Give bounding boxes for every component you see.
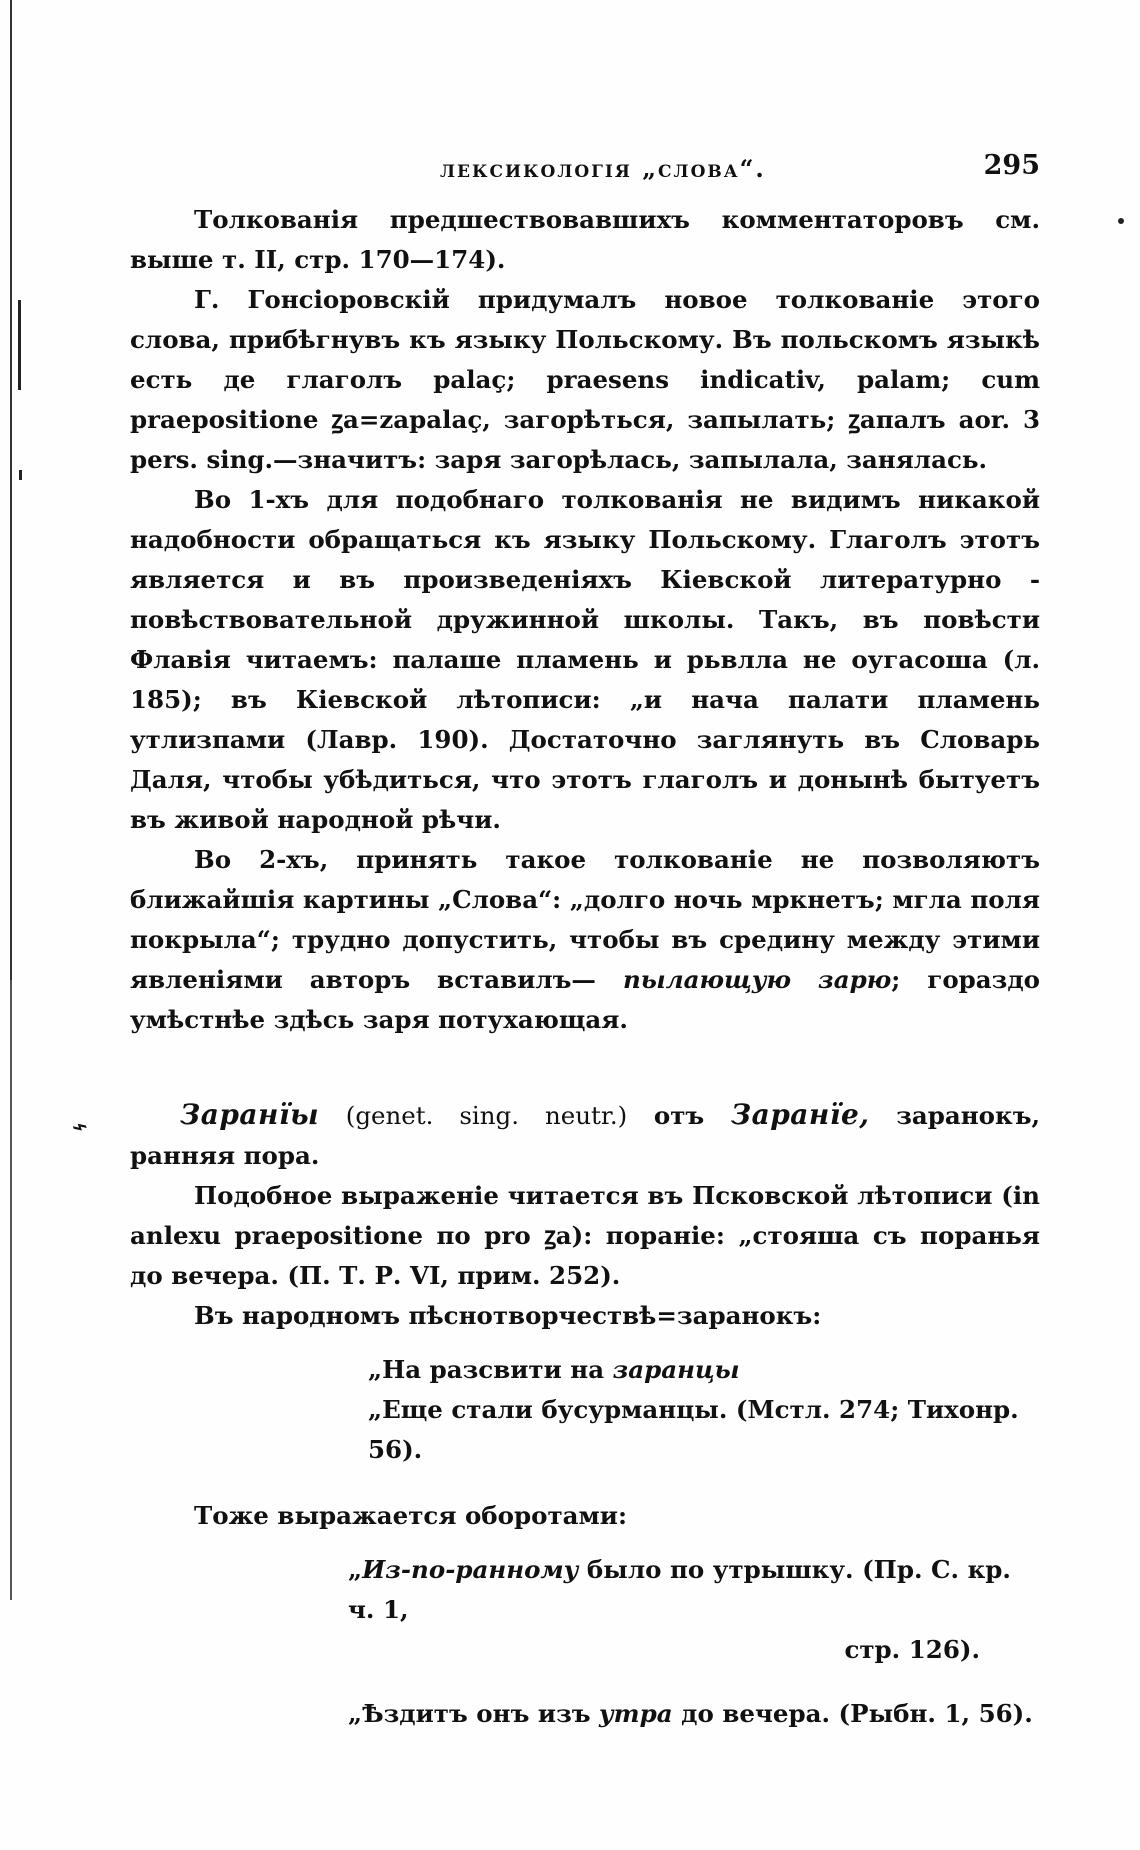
- verse-line: [368, 1350, 1040, 1390]
- verse-text: до вечера. (Рыбн. 1, 56).: [672, 1699, 1033, 1728]
- entry-definition: заранокъ, ранняя пора.: [130, 1101, 1041, 1170]
- verse-text: „На разсвити на: [368, 1355, 613, 1384]
- verse-italic: утра: [599, 1699, 673, 1728]
- page-body: [130, 200, 1040, 1734]
- italic-phrase: пылающую зарю: [622, 965, 892, 994]
- verse-quote: [368, 1350, 1040, 1470]
- entry-from: отъ: [627, 1101, 731, 1130]
- verse-quote: [348, 1550, 1040, 1670]
- paragraph: Г. Гонсіоровскій придумалъ новое толкованіе этого слова, прибѣгнувъ къ языку Польскому. Въ польскомъ языкѣ есть де глаголъ palaç; praesens indicativ, palam; cum praepositione ꙁа=zapalaç, загорѣться, запылать; ꙁапалъ aor. 3 pers. sing.—значитъ: заря загорѣлась, запылала, занялась.: [130, 285, 1040, 474]
- verse-italic: заранцы: [612, 1355, 740, 1384]
- page-number: 295: [983, 150, 1040, 181]
- running-head: лексикологія „слова“.: [440, 154, 766, 183]
- verse-line: [348, 1550, 1040, 1630]
- entry-grammar: (genet. sing. neutr.): [345, 1101, 628, 1130]
- verse-line: „Еще стали бусурманцы. (Мстл. 274; Тихонр. 56).: [368, 1395, 1019, 1464]
- entry-base-word: Заранїе,: [730, 1098, 870, 1131]
- verse-text: было по утрышку. (Пр. С. кр. ч. 1,: [348, 1555, 1011, 1624]
- binding-mark: [18, 300, 21, 390]
- paragraph-text: ; гораздо умѣстнѣе здѣсь заря потухающая.: [130, 965, 1040, 1034]
- binding-edge-line: [10, 0, 12, 980]
- paragraph-text: Во 2-хъ, принять такое толкованіе не позволяютъ ближайшія картины „Слова“: „долго ночь мркнетъ; мгла поля покрыла“; трудно допустить, чтобы въ средину между этими явленіями авторъ вставилъ—: [130, 845, 1040, 994]
- verse-italic: Из-по-ранному: [362, 1555, 579, 1584]
- stray-dot: [1118, 218, 1124, 224]
- verse-quote: [348, 1694, 1040, 1734]
- paragraph: Во 1-хъ для подобнаго толкованія не видимъ никакой надобности обращаться къ языку Польскому. Глаголъ этотъ является и въ произведеніяхъ Кіевской литературно - повѣствовательной дружинной школы. Такъ, въ повѣсти Флавія читаемъ: палаше пламень и рьвлла не оугасоша (л. 185); въ Кіевской лѣтописи: „и нача палати пламень утлизпами (Лавр. 190). Достаточно заглянуть въ Словарь Даля, чтобы убѣдиться, что этотъ глаголъ и донынѣ бытуетъ въ живой народной рѣчи.: [130, 485, 1040, 834]
- verse-line: [348, 1694, 1040, 1734]
- paragraph: Подобное выраженіе читается въ Псковской лѣтописи (in anlexu praepositione по pro ꙁа): пораніе: „стояша съ поранья до вечера. (П. Т. Р. VI, прим. 252).: [130, 1181, 1040, 1290]
- entry-headword: Заранїы: [180, 1098, 320, 1131]
- paragraph: Тоже выражается оборотами:: [194, 1501, 627, 1530]
- section-gap: [130, 1040, 1040, 1095]
- margin-mark: ⌁: [67, 1110, 92, 1144]
- page-header: [130, 150, 1040, 190]
- verse-text: „Ѣздитъ онъ изъ: [348, 1699, 600, 1728]
- verse-line: стр. 126).: [844, 1635, 980, 1664]
- verse-text: „: [348, 1555, 363, 1584]
- paragraph: Толкованія предшествовавшихъ комментаторовъ см. выше т. II, стр. 170—174).: [130, 205, 1040, 274]
- paragraph: Въ народномъ пѣснотворчествѣ=заранокъ:: [194, 1301, 822, 1330]
- binding-edge-line-lower: [10, 980, 12, 1600]
- paragraph: [130, 840, 1040, 1040]
- dictionary-entry: [130, 1095, 1040, 1176]
- binding-mark: [19, 470, 22, 480]
